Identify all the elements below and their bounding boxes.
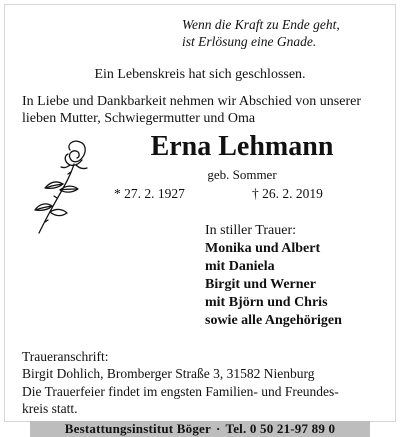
ceremony-note	[22, 383, 388, 417]
motto-line-1: Wenn die Kraft zu Ende geht,	[182, 17, 340, 32]
motto-quote	[182, 16, 382, 50]
intro-text	[22, 93, 382, 127]
mourner-line: Monika und Albert	[205, 241, 321, 256]
death-date: † 26. 2. 2019	[252, 186, 323, 201]
address-value: Birgit Dohlich, Bromberger Straße 3, 31582 Nienburg	[22, 366, 315, 381]
birth-date: * 27. 2. 1927	[114, 186, 185, 201]
intro-line-1: In Liebe und Dankbarkeit nehmen wir Abschied von unserer	[22, 94, 362, 109]
mourner-line: Birgit und Werner	[205, 277, 316, 292]
funeral-home-footer	[30, 421, 370, 437]
circle-text: Ein Lebenskreis hat sich geschlossen.	[94, 67, 306, 82]
mourner-line: sowie alle Angehörigen	[205, 313, 342, 328]
mourner-line: mit Daniela	[205, 259, 275, 274]
footer-separator: ·	[215, 421, 221, 436]
mourners-block	[205, 222, 385, 330]
motto-line-2: ist Erlösung eine Gnade.	[182, 34, 317, 49]
mourning-address	[22, 348, 382, 382]
ceremony-line-1: Die Trauerfeier findet im engsten Familien- und Freundes-	[22, 384, 339, 399]
intro-line-2: lieben Mutter, Schwiegermutter und Oma	[22, 111, 256, 126]
birth-name: geb. Sommer	[207, 167, 277, 182]
rose-icon	[30, 138, 102, 236]
funeral-home-phone: Tel. 0 50 21-97 89 0	[225, 421, 336, 436]
funeral-home-name: Bestattungsinstitut Böger	[64, 421, 211, 436]
ceremony-line-2: kreis statt.	[22, 401, 78, 416]
address-label: Traueranschrift:	[22, 349, 109, 364]
deceased-name: Erna Lehmann	[150, 131, 334, 162]
mourners-heading: In stiller Trauer:	[205, 223, 296, 238]
mourner-line: mit Björn und Chris	[205, 295, 328, 310]
